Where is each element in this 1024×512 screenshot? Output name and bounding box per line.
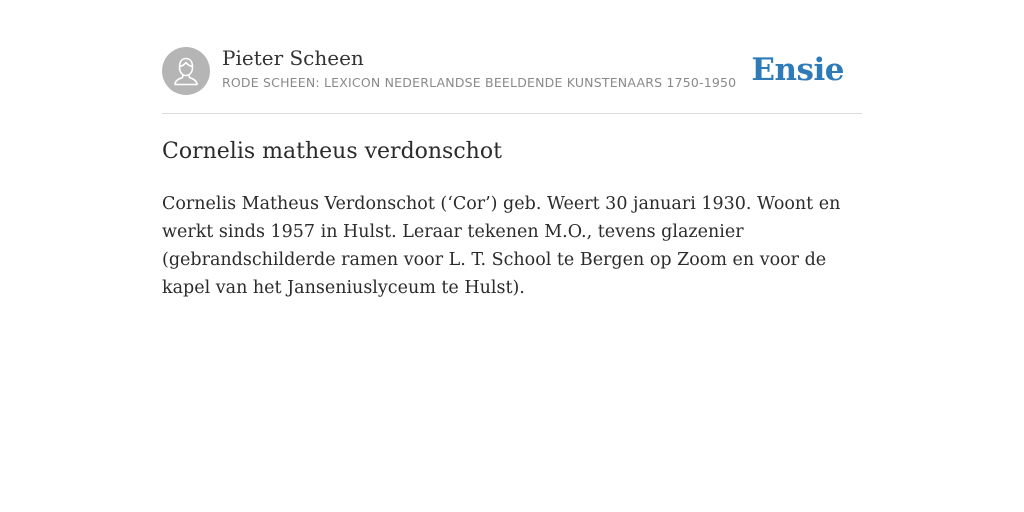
entry-card [162,46,862,302]
entry-header [162,46,862,114]
user-silhouette-icon [162,47,210,95]
brand-logo[interactable]: Ensie [751,52,844,88]
entry-body: Cornelis Matheus Verdonschot (‘Cor’) geb. Weert 30 januari 1930. Woont en werkt sinds 1957 in Hulst. Leraar tekenen M.O., tevens glazenier (gebrandschilderde ramen voor L. T. School te Bergen op Zoom en voor de kapel van het Janseniuslyceum te Hulst). [162,194,841,298]
avatar[interactable] [162,47,210,95]
author-name[interactable]: Pieter Scheen [222,46,364,70]
author-block [222,46,736,91]
source-name[interactable]: RODE SCHEEN: LEXICON NEDERLANDSE BEELDENDE KUNSTENAARS 1750-1950 [222,75,737,90]
entry-title: Cornelis matheus verdonschot [162,139,502,164]
